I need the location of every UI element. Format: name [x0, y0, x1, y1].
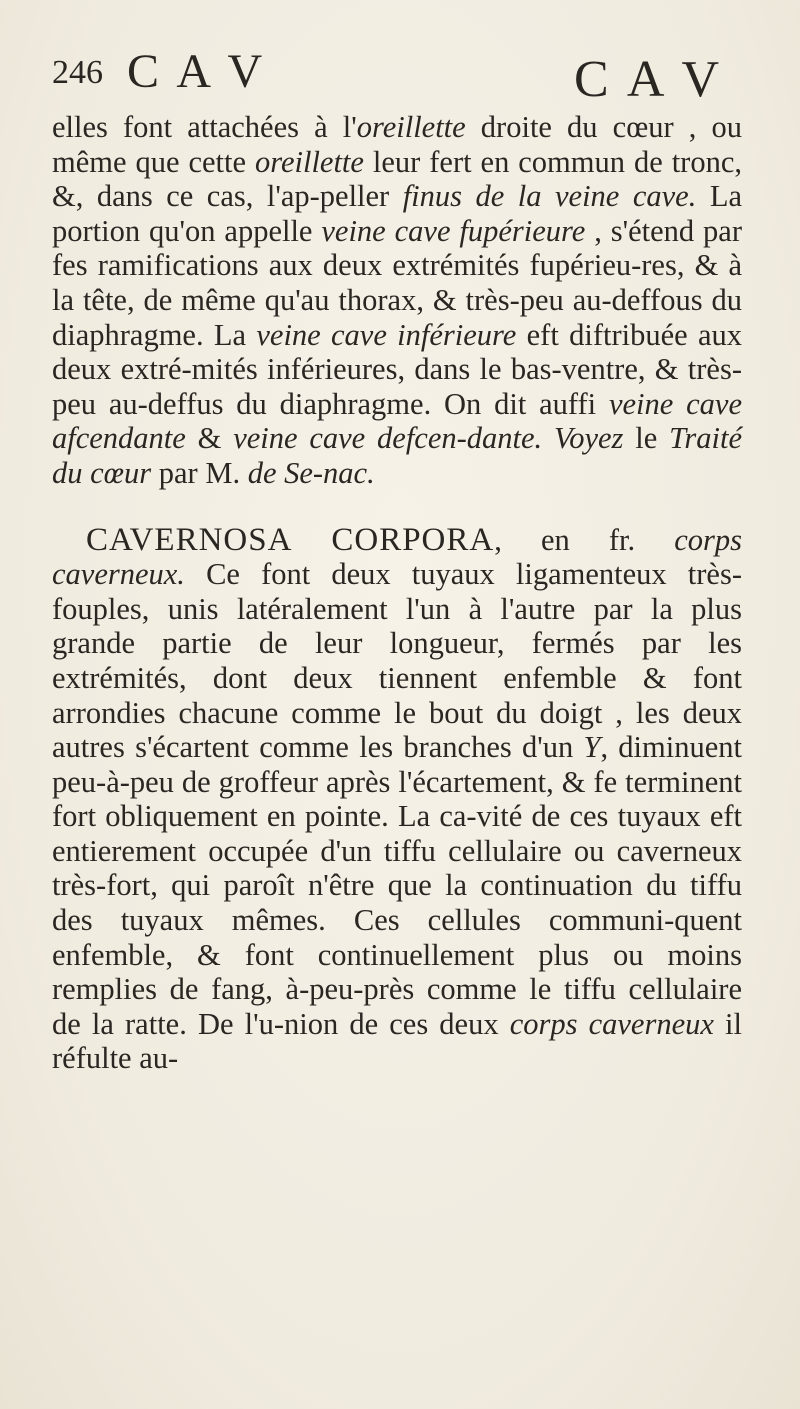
text-run: La portion qu'on appelle — [52, 179, 742, 248]
italic-term: Y — [583, 730, 601, 765]
running-head-left: C A V — [127, 45, 267, 98]
italic-term: oreillette — [356, 110, 466, 144]
paragraph-cavernosa-corpora — [52, 523, 742, 1077]
text-run: , en fr. — [494, 522, 675, 557]
italic-term: veine cave fupérieure — [321, 213, 586, 248]
entry-headword: CAVERNOSA CORPORA — [86, 521, 495, 558]
italic-term: Traité du cœur — [52, 421, 742, 490]
italic-term: veine cave defcen-dante. Voyez — [233, 421, 624, 456]
text-run: droite du cœur , ou même que cette — [52, 110, 742, 179]
text-run: Ce font deux tuyaux ligamenteux très-fouples, unis latéralement l'un à l'autre par la plus grande partie de leur longueur, fermés par les extrémités, dont deux tiennent enfemble & font arrondies chacune comme le bout du doigt , les deux autres s'écartent comme les branches d'un — [52, 557, 742, 765]
text-run: , s'étend par fes ramifications aux deux extrémités fupérieu-res, & à la tête, de même qu'au thorax, & très-peu au-deffous du diaphragme. La — [52, 213, 742, 352]
italic-term: finus de la veine cave. — [402, 179, 697, 214]
text-run: par M. — [151, 455, 248, 490]
italic-term: corps caverneux — [509, 1006, 714, 1041]
italic-term: corps caverneux. — [52, 522, 742, 592]
italic-term: oreillette — [254, 144, 364, 179]
italic-term: veine cave inférieure — [256, 317, 517, 352]
italic-term: de Se-nac. — [247, 455, 375, 490]
italic-term: veine cave afcendante — [52, 386, 742, 456]
paragraph-veine-cave — [52, 110, 742, 491]
body-text — [52, 110, 742, 1076]
text-run: le — [623, 421, 670, 456]
page-number: 246 — [52, 54, 103, 91]
text-run: il réfulte au- — [52, 1006, 742, 1076]
running-head-right: C A V — [574, 51, 724, 108]
running-head — [52, 42, 742, 108]
text-run: eft diftribuée aux deux extré-mités inférieures, dans le bas-ventre, & très-peu au-deffus du diaphragme. On dit auffi — [52, 317, 743, 421]
text-run: , diminuent peu-à-peu de groffeur après l'écartement, & fe terminent fort obliquement en pointe. La ca-vité de ces tuyaux eft entierement occupée d'un tiffu cellulaire ou caverneux très-fort, qui paroît n'être que la continuation du tiffu des tuyaux mêmes. Ces cellules communi-quent enfemble, & font continuellement plus ou moins remplies de fang, à-peu-près comme le tiffu cellulaire de la ratte. De l'u-nion de ces deux — [52, 730, 742, 1041]
text-run: leur fert en commun de tronc, &, dans ce cas, l'ap-peller — [52, 144, 742, 214]
text-run: & — [185, 421, 234, 456]
text-run: elles font attachées à l' — [52, 110, 357, 144]
